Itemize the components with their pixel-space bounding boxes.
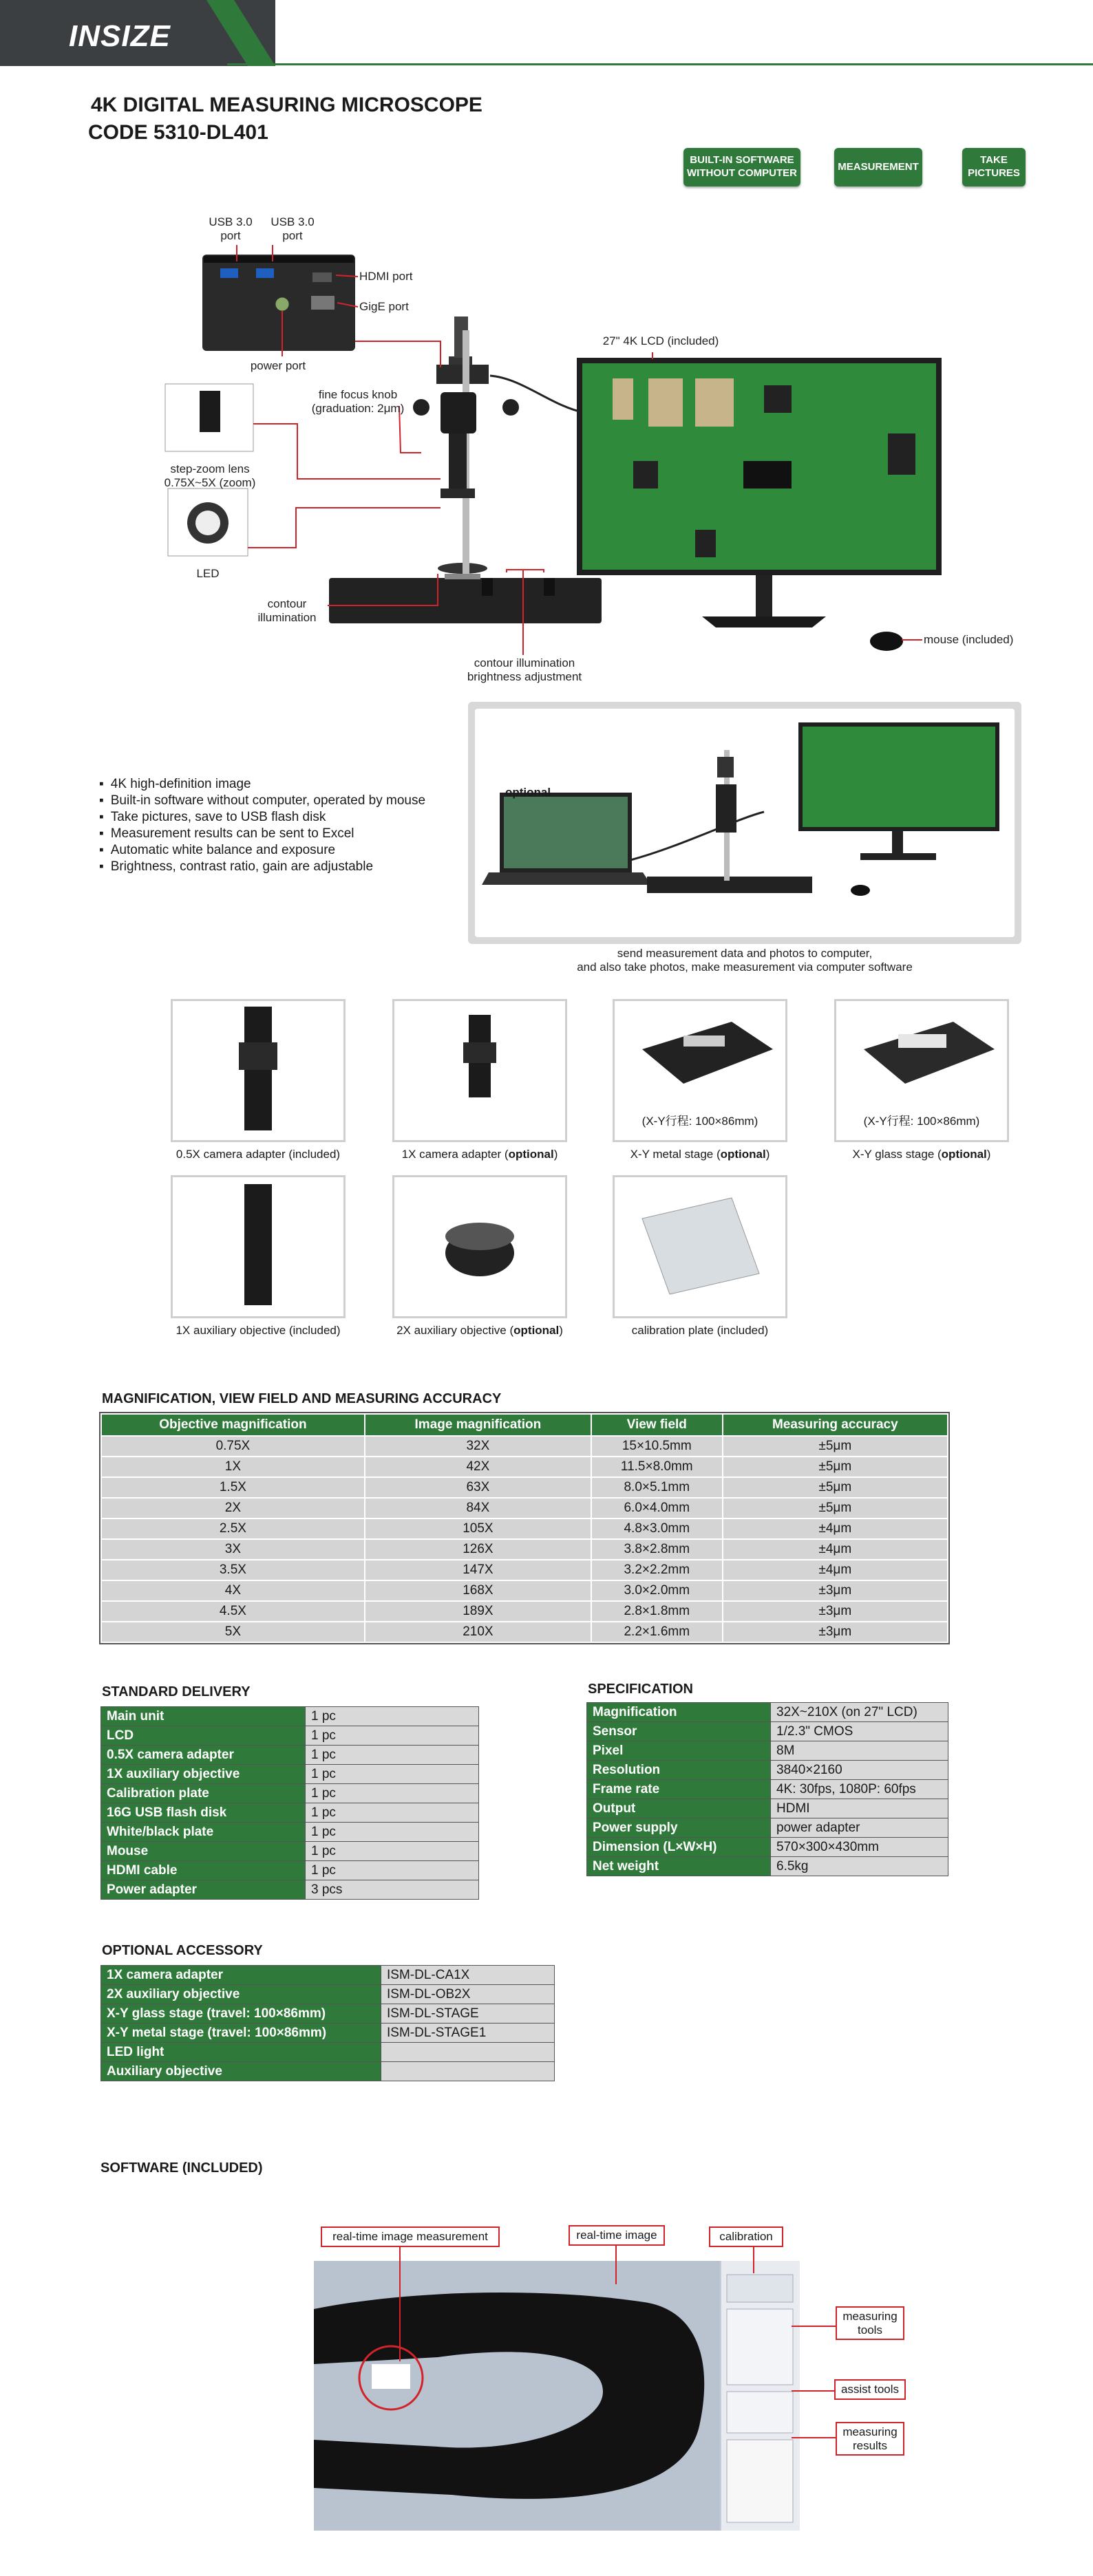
row-value: 32X xyxy=(365,1436,591,1457)
row-label: Auxiliary objective xyxy=(101,2062,381,2081)
caption-text: 1X camera adapter ( xyxy=(401,1148,509,1161)
row-label: Frame rate xyxy=(587,1780,771,1799)
row-label: 1X auxiliary objective xyxy=(101,1765,306,1784)
computer-caption: send measurement data and photos to computer, and also take photos, make measurement via computer software xyxy=(577,947,913,974)
row-label: 2.5X xyxy=(101,1518,365,1539)
header-banner xyxy=(0,0,1093,69)
row-value: 3840×2160 xyxy=(771,1761,948,1780)
optional-table-body xyxy=(101,1966,555,2081)
optional-table xyxy=(100,1965,555,2081)
row-label: LCD xyxy=(101,1726,306,1746)
table-row xyxy=(101,2043,555,2062)
row-label: Magnification xyxy=(587,1703,771,1722)
column-header: Objective magnification xyxy=(101,1414,365,1436)
row-value: ±3μm xyxy=(723,1580,948,1601)
row-value: ±4μm xyxy=(723,1539,948,1560)
caption-text: X-Y glass stage ( xyxy=(852,1148,942,1161)
row-value: 2.8×1.8mm xyxy=(591,1601,723,1622)
row-value: ISM-DL-CA1X xyxy=(381,1966,555,1985)
contour-brightness-label: contour illumination brightness adjustment xyxy=(467,656,582,684)
power-port-label: power port xyxy=(250,359,306,372)
spec-table-body xyxy=(587,1703,948,1876)
accessory-photo xyxy=(613,1175,787,1318)
row-value: 15×10.5mm xyxy=(591,1436,723,1457)
row-value: 3.0×2.0mm xyxy=(591,1580,723,1601)
row-value: 2.2×1.6mm xyxy=(591,1622,723,1642)
row-label: Resolution xyxy=(587,1761,771,1780)
row-value: 1 pc xyxy=(306,1765,479,1784)
row-label: 2X auxiliary objective xyxy=(101,1985,381,2004)
table-row xyxy=(101,1436,948,1457)
row-value: 63X xyxy=(365,1477,591,1498)
microscope-illustration xyxy=(0,206,1093,702)
row-label: 3X xyxy=(101,1539,365,1560)
delivery-table-body xyxy=(101,1707,479,1900)
feature-item: ▪ 4K high-definition image xyxy=(99,776,471,793)
table-row xyxy=(101,1560,948,1580)
row-label: 4.5X xyxy=(101,1601,365,1622)
row-value: 168X xyxy=(365,1580,591,1601)
row-label: Power adapter xyxy=(101,1880,306,1900)
row-label: Dimension (L×W×H) xyxy=(587,1838,771,1857)
row-label: 2X xyxy=(101,1498,365,1518)
row-value: 126X xyxy=(365,1539,591,1560)
table-row xyxy=(101,1966,555,1985)
row-value: 32X~210X (on 27" LCD) xyxy=(771,1703,948,1722)
row-value: ±4μm xyxy=(723,1560,948,1580)
callout-line xyxy=(792,2390,837,2392)
row-value: ±3μm xyxy=(723,1601,948,1622)
table-row xyxy=(101,1457,948,1477)
product-code: CODE 5310-DL401 xyxy=(88,121,268,144)
caption-optional: optional xyxy=(941,1148,987,1161)
accessory-photo xyxy=(392,1175,567,1318)
row-value: ±5μm xyxy=(723,1436,948,1457)
caption-optional: optional xyxy=(513,1324,560,1337)
table-row xyxy=(587,1818,948,1838)
caption-text: 2X auxiliary objective ( xyxy=(396,1324,514,1337)
spec-title: SPECIFICATION xyxy=(588,1682,693,1697)
caption-optional: optional xyxy=(720,1148,766,1161)
feature-item: ▪ Measurement results can be sent to Excel xyxy=(99,826,471,842)
table-row xyxy=(587,1761,948,1780)
product-diagram xyxy=(0,206,1093,702)
table-row xyxy=(101,1880,479,1900)
table-row xyxy=(101,2004,555,2024)
row-value: 1 pc xyxy=(306,1726,479,1746)
feature-item: ▪ Automatic white balance and exposure xyxy=(99,842,471,859)
badge-take-pictures: TAKE PICTURES xyxy=(962,148,1026,186)
row-value: 1 pc xyxy=(306,1784,479,1803)
table-row xyxy=(101,1746,479,1765)
row-value: 147X xyxy=(365,1560,591,1580)
table-row xyxy=(101,1985,555,2004)
row-value: 1 pc xyxy=(306,1823,479,1842)
row-value: 3 pcs xyxy=(306,1880,479,1900)
table-row xyxy=(101,1539,948,1560)
accessory-caption xyxy=(822,1148,1021,1161)
callout-realtime-measurement: real-time image measurement xyxy=(321,2226,500,2247)
row-label: 3.5X xyxy=(101,1560,365,1580)
stage-travel-text: (X-Y行程: 100×86mm) xyxy=(863,1115,980,1128)
table-row xyxy=(101,2024,555,2043)
table-row xyxy=(101,1518,948,1539)
header-rule xyxy=(227,63,1093,65)
feature-item: ▪ Take pictures, save to USB flash disk xyxy=(99,809,471,826)
contour-illumination-label: contour illumination xyxy=(257,597,317,625)
column-header: View field xyxy=(591,1414,723,1436)
row-label: Calibration plate xyxy=(101,1784,306,1803)
row-label: 1.5X xyxy=(101,1477,365,1498)
mouse-label: mouse (included) xyxy=(924,633,1014,646)
row-label: Sensor xyxy=(587,1722,771,1741)
row-value: 570×300×430mm xyxy=(771,1838,948,1857)
callout-measuring-results: measuring results xyxy=(836,2422,904,2456)
row-value: 4K: 30fps, 1080P: 60fps xyxy=(771,1780,948,1799)
computer-setup-panel xyxy=(468,702,1021,944)
mag-table-title: MAGNIFICATION, VIEW FIELD AND MEASURING ACCURACY xyxy=(102,1391,502,1406)
callout-assist-tools: assist tools xyxy=(834,2379,906,2400)
row-label: Pixel xyxy=(587,1741,771,1761)
row-value: 11.5×8.0mm xyxy=(591,1457,723,1477)
row-label: Main unit xyxy=(101,1707,306,1726)
table-row xyxy=(101,1601,948,1622)
usb-port-label-1: USB 3.0 port xyxy=(209,215,253,243)
accessory-caption: 0.5X camera adapter (included) xyxy=(176,1148,341,1161)
callout-line xyxy=(792,2437,837,2438)
accessory-photo xyxy=(171,999,346,1142)
row-label: 0.75X xyxy=(101,1436,365,1457)
software-illustration xyxy=(314,2261,800,2531)
caption-text: X-Y metal stage ( xyxy=(630,1148,721,1161)
accessory-caption: calibration plate (included) xyxy=(631,1324,769,1337)
column-header: Measuring accuracy xyxy=(723,1414,948,1436)
delivery-title: STANDARD DELIVERY xyxy=(102,1684,251,1699)
table-row xyxy=(101,2062,555,2081)
callout-realtime-image: real-time image xyxy=(569,2225,665,2246)
computer-setup-image xyxy=(475,709,1015,937)
row-label: Output xyxy=(587,1799,771,1818)
table-row xyxy=(587,1799,948,1818)
row-label: 16G USB flash disk xyxy=(101,1803,306,1823)
table-row xyxy=(101,1580,948,1601)
optional-title: OPTIONAL ACCESSORY xyxy=(102,1943,263,1958)
zoom-lens-label: step-zoom lens 0.75X~5X (zoom) xyxy=(164,462,256,490)
row-value: 84X xyxy=(365,1498,591,1518)
row-label: 4X xyxy=(101,1580,365,1601)
row-value: 8M xyxy=(771,1741,948,1761)
row-value: ±5μm xyxy=(723,1498,948,1518)
column-header: Image magnification xyxy=(365,1414,591,1436)
table-row xyxy=(101,1842,479,1861)
row-label: X-Y metal stage (travel: 100×86mm) xyxy=(101,2024,381,2043)
led-label: LED xyxy=(196,567,220,580)
row-label: Net weight xyxy=(587,1857,771,1876)
row-value: ±5μm xyxy=(723,1477,948,1498)
badge-measurement: MEASUREMENT xyxy=(834,148,922,186)
row-value: power adapter xyxy=(771,1818,948,1838)
gige-port-label: GigE port xyxy=(359,300,409,313)
usb-port-label-2: USB 3.0 port xyxy=(270,215,315,243)
callout-calibration: calibration xyxy=(709,2226,783,2247)
caption-text: ) xyxy=(986,1148,991,1161)
callout-line xyxy=(792,2326,837,2327)
table-row xyxy=(101,1498,948,1518)
row-value: 189X xyxy=(365,1601,591,1622)
row-value: ISM-DL-STAGE1 xyxy=(381,2024,555,2043)
table-row xyxy=(587,1780,948,1799)
row-label: White/black plate xyxy=(101,1823,306,1842)
magnification-table-body xyxy=(101,1436,948,1642)
table-row xyxy=(101,1861,479,1880)
row-value: 3.2×2.2mm xyxy=(591,1560,723,1580)
row-value: ±4μm xyxy=(723,1518,948,1539)
callout-line xyxy=(753,2246,754,2273)
caption-text: ) xyxy=(765,1148,770,1161)
feature-item: ▪ Built-in software without computer, operated by mouse xyxy=(99,793,471,809)
feature-item: ▪ Brightness, contrast ratio, gain are adjustable xyxy=(99,859,471,875)
row-value: 1 pc xyxy=(306,1707,479,1726)
accessory-caption xyxy=(600,1148,800,1161)
brand-logo: INSIZE xyxy=(69,19,171,53)
table-row xyxy=(101,1477,948,1498)
magnification-table xyxy=(100,1413,948,1643)
row-value: 6.5kg xyxy=(771,1857,948,1876)
lcd-label: 27" 4K LCD (included) xyxy=(602,334,719,347)
computer-setup-illustration xyxy=(475,709,1015,937)
row-value xyxy=(381,2062,555,2081)
row-label: X-Y glass stage (travel: 100×86mm) xyxy=(101,2004,381,2024)
delivery-table xyxy=(100,1706,479,1900)
accessory-photo xyxy=(834,999,1009,1142)
feature-list xyxy=(99,776,471,875)
row-label: 1X xyxy=(101,1457,365,1477)
row-value: 1/2.3" CMOS xyxy=(771,1722,948,1741)
software-screenshot xyxy=(314,2261,800,2531)
row-value: ISM-DL-STAGE xyxy=(381,2004,555,2024)
accessory-caption xyxy=(380,1148,580,1161)
caption-text: ) xyxy=(553,1148,558,1161)
callout-line xyxy=(615,2246,617,2284)
row-label: LED light xyxy=(101,2043,381,2062)
table-row xyxy=(101,1707,479,1726)
row-label: HDMI cable xyxy=(101,1861,306,1880)
row-label: 5X xyxy=(101,1622,365,1642)
row-value: 1 pc xyxy=(306,1746,479,1765)
spec-table xyxy=(586,1702,948,1876)
table-row xyxy=(587,1741,948,1761)
row-value: ISM-DL-OB2X xyxy=(381,1985,555,2004)
row-value: ±3μm xyxy=(723,1622,948,1642)
fine-focus-label: fine focus knob (graduation: 2μm) xyxy=(311,388,405,416)
row-value: 42X xyxy=(365,1457,591,1477)
table-row xyxy=(587,1838,948,1857)
callout-line xyxy=(399,2246,401,2361)
row-value xyxy=(381,2043,555,2062)
row-value: 1 pc xyxy=(306,1842,479,1861)
table-row xyxy=(101,1803,479,1823)
row-value: 4.8×3.0mm xyxy=(591,1518,723,1539)
accessory-caption xyxy=(380,1324,580,1338)
row-label: 0.5X camera adapter xyxy=(101,1746,306,1765)
table-row xyxy=(101,1726,479,1746)
optional-label: optional xyxy=(505,786,551,799)
row-value: 8.0×5.1mm xyxy=(591,1477,723,1498)
row-value: 210X xyxy=(365,1622,591,1642)
row-value: 3.8×2.8mm xyxy=(591,1539,723,1560)
row-value: 1 pc xyxy=(306,1803,479,1823)
row-label: 1X camera adapter xyxy=(101,1966,381,1985)
caption-optional: optional xyxy=(508,1148,554,1161)
stage-travel-text: (X-Y行程: 100×86mm) xyxy=(641,1115,758,1128)
accessory-photo xyxy=(171,1175,346,1318)
row-value: HDMI xyxy=(771,1799,948,1818)
table-row xyxy=(101,1765,479,1784)
table-row xyxy=(101,1622,948,1642)
badge-builtin-software: BUILT-IN SOFTWARE WITHOUT COMPUTER xyxy=(683,148,800,186)
row-label: Mouse xyxy=(101,1842,306,1861)
row-value: 105X xyxy=(365,1518,591,1539)
hdmi-port-label: HDMI port xyxy=(359,270,413,283)
table-row xyxy=(587,1857,948,1876)
row-value: ±5μm xyxy=(723,1457,948,1477)
accessory-photo xyxy=(392,999,567,1142)
table-row xyxy=(587,1703,948,1722)
table-row xyxy=(101,1784,479,1803)
row-value: 1 pc xyxy=(306,1861,479,1880)
row-label: Power supply xyxy=(587,1818,771,1838)
caption-text: ) xyxy=(559,1324,563,1337)
accessory-photo xyxy=(613,999,787,1142)
software-title: SOFTWARE (INCLUDED) xyxy=(100,2160,263,2176)
row-value: 6.0×4.0mm xyxy=(591,1498,723,1518)
table-row xyxy=(587,1722,948,1741)
table-row xyxy=(101,1823,479,1842)
product-title: 4K DIGITAL MEASURING MICROSCOPE xyxy=(91,94,482,116)
callout-measuring-tools: measuring tools xyxy=(836,2306,904,2340)
accessory-caption: 1X auxiliary objective (included) xyxy=(176,1324,341,1337)
